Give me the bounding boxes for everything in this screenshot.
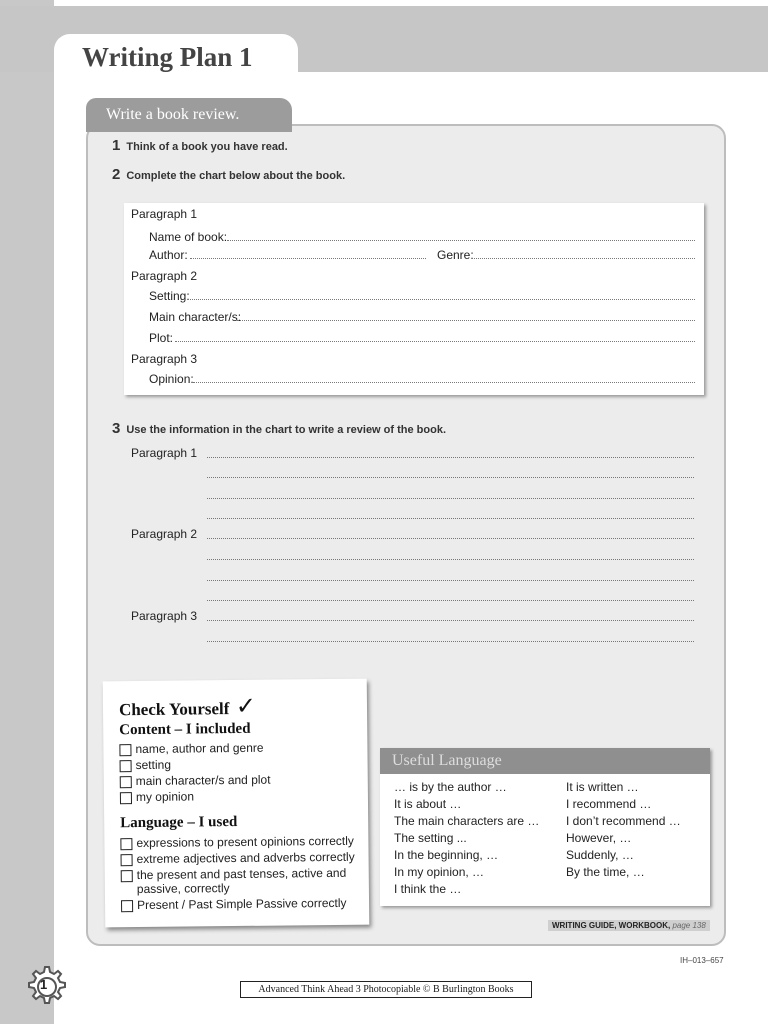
checklist-item[interactable]: my opinion <box>120 788 360 805</box>
review-line[interactable] <box>207 518 694 519</box>
checklist-item[interactable]: name, author and genre <box>119 740 359 757</box>
chart-paragraph-1-label: Paragraph 1 <box>131 207 198 221</box>
phrase: The main characters are … <box>394 814 540 828</box>
checklist-item[interactable]: setting <box>120 756 360 773</box>
step-3-text: Use the information in the chart to write a review of the book. <box>126 424 446 436</box>
review-line[interactable] <box>207 580 694 581</box>
step-1-number: 1 <box>112 137 121 154</box>
plot-label: Plot: <box>149 331 174 345</box>
phrase: It is written … <box>566 780 639 794</box>
check-yourself-title: Check Yourself <box>118 699 230 720</box>
reference-text: WRITING GUIDE, WORKBOOK, <box>552 921 671 930</box>
author-label: Author: <box>149 248 188 262</box>
name-of-book-field[interactable] <box>227 240 695 241</box>
checkmark-icon: ✓ <box>235 692 257 720</box>
chart-paragraph-2-label: Paragraph 2 <box>131 269 198 283</box>
step-3 <box>112 420 446 438</box>
checkbox[interactable] <box>120 792 132 804</box>
checklist-item[interactable]: expressions to present opinions correctly <box>120 834 360 851</box>
checklist-item[interactable]: the present and past tenses, active and passive, correctly <box>121 866 361 897</box>
content-checklist <box>119 740 360 807</box>
phrase: It is about … <box>394 797 462 811</box>
opinion-label: Opinion: <box>149 372 194 386</box>
name-of-book-label: Name of book: <box>149 230 228 244</box>
review-paragraph-2-label: Paragraph 2 <box>131 527 198 541</box>
checklist-item[interactable]: extreme adjectives and adverbs correctly <box>121 850 361 867</box>
genre-label: Genre: <box>437 248 474 262</box>
phrase: In the beginning, … <box>394 848 499 862</box>
phrase: The setting ... <box>394 831 467 845</box>
section-tab-label: Write a book review. <box>106 106 240 123</box>
review-line[interactable] <box>207 498 694 499</box>
phrase: I think the … <box>394 882 462 896</box>
step-1 <box>112 137 288 155</box>
author-field[interactable] <box>190 258 426 259</box>
left-margin-band <box>0 0 54 1024</box>
review-line[interactable] <box>207 457 694 458</box>
checkbox[interactable] <box>121 870 133 882</box>
page-number: 1 <box>40 977 48 992</box>
page-title: Writing Plan 1 <box>82 42 253 72</box>
language-heading: Language – I used <box>120 813 238 832</box>
phrase: … is by the author … <box>394 780 507 794</box>
phrase: I recommend … <box>566 797 652 811</box>
useful-language-header <box>380 748 710 774</box>
step-2 <box>112 166 345 184</box>
document-code: IH–013–657 <box>680 956 724 965</box>
opinion-field[interactable] <box>193 382 695 383</box>
step-1-text: Think of a book you have read. <box>126 141 288 153</box>
step-2-text: Complete the chart below about the book. <box>126 170 346 182</box>
phrase: I don’t recommend … <box>566 814 681 828</box>
review-line[interactable] <box>207 600 694 601</box>
review-line[interactable] <box>207 559 694 560</box>
review-line[interactable] <box>207 477 694 478</box>
checkbox[interactable] <box>121 900 133 912</box>
workbook-reference <box>548 920 710 931</box>
useful-language-column-1 <box>394 780 539 899</box>
checkbox[interactable] <box>120 838 132 850</box>
check-yourself-panel <box>103 679 370 928</box>
check-yourself-heading <box>119 692 256 722</box>
main-characters-label: Main character/s: <box>149 310 242 324</box>
main-characters-field[interactable] <box>237 320 695 321</box>
reference-page: page 138 <box>672 921 706 930</box>
useful-language-title: Useful Language <box>392 752 502 769</box>
setting-field[interactable] <box>190 299 695 300</box>
checkbox[interactable] <box>120 776 132 788</box>
review-paragraph-1-label: Paragraph 1 <box>131 446 198 460</box>
checkbox[interactable] <box>119 744 131 756</box>
phrase: By the time, … <box>566 865 645 879</box>
useful-language-column-2 <box>566 780 681 882</box>
review-line[interactable] <box>207 620 694 621</box>
review-line[interactable] <box>207 538 694 539</box>
copyright-footer: Advanced Think Ahead 3 Photocopiable © B Burlington Books <box>240 981 532 998</box>
checklist-item[interactable]: main character/s and plot <box>120 772 360 789</box>
step-3-number: 3 <box>112 420 121 437</box>
review-line[interactable] <box>207 641 694 642</box>
useful-language-panel <box>380 748 710 906</box>
checkbox[interactable] <box>121 854 133 866</box>
checklist-item[interactable]: Present / Past Simple Passive correctly <box>121 896 361 913</box>
review-paragraph-3-label: Paragraph 3 <box>131 609 198 623</box>
phrase: In my opinion, … <box>394 865 485 879</box>
language-checklist <box>120 834 361 915</box>
genre-field[interactable] <box>474 258 695 259</box>
chart-paragraph-3-label: Paragraph 3 <box>131 352 198 366</box>
phrase: However, … <box>566 831 632 845</box>
plot-field[interactable] <box>175 341 695 342</box>
phrase: Suddenly, … <box>566 848 634 862</box>
checkbox[interactable] <box>120 760 132 772</box>
step-2-number: 2 <box>112 166 121 183</box>
content-heading: Content – I included <box>119 720 251 739</box>
setting-label: Setting: <box>149 289 190 303</box>
section-tab <box>86 98 292 132</box>
